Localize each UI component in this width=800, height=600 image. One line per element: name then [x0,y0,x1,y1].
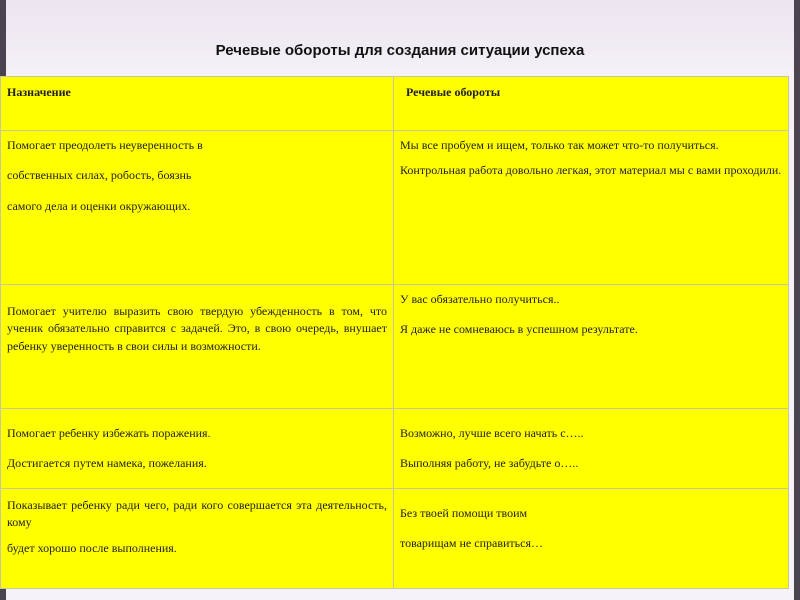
purpose-cell [1,131,394,285]
phrases-cell [394,489,789,589]
phrases-cell [394,409,789,489]
purpose-cell [1,409,394,489]
column-header-phrases: Речевые обороты [394,77,789,131]
phrases-cell [394,285,789,409]
table-header-row [1,77,789,131]
table-row [1,131,789,285]
cell-text: Показывает ребенку ради чего, ради кого совершается эта деятельность, кому [7,498,387,530]
table-row [1,409,789,489]
cell-text: Достигается путем намека, пожелания. [7,456,207,471]
table-row [1,489,789,589]
cell-text: Контрольная работа довольно легкая, этот материал мы с вами проходили. [400,163,782,178]
cell-text: собственных силах, робость, боязнь [7,168,192,183]
phrases-cell [394,131,789,285]
cell-text: Помогает ребенку избежать поражения. [7,426,211,440]
cell-text: Помогает учителю выразить свою твердую убежденность в том, что ученик обязательно справится с задачей. Это, в свою очередь, внушает ребенку уверенность в свои силы и возможности. [7,304,387,353]
cell-text: Возможно, лучше всего начать с….. [400,426,584,440]
purpose-cell [1,489,394,589]
cell-text: Я даже не сомневаюсь в успешном результате. [400,322,638,337]
purpose-cell [1,285,394,409]
cell-text: будет хорошо после выполнения. [7,540,177,555]
column-header-purpose: Назначение [1,77,394,131]
phrases-table [0,76,789,589]
backdrop-right [794,0,800,600]
table-row [1,285,789,409]
slide-title: Речевые обороты для создания ситуации успеха [215,42,585,59]
cell-text: самого дела и оценки окружающих. [7,198,191,213]
cell-text: Помогает преодолеть неуверенность в [7,138,203,152]
cell-text: Мы все пробуем и ищем, только так может что-то получиться. [400,138,719,152]
cell-text: У вас обязательно получиться.. [400,292,560,306]
cell-text: Без твоей помощи твоим [400,506,528,520]
cell-text: товарищам не справиться… [400,536,543,551]
cell-text: Выполняя работу, не забудьте о….. [400,456,579,471]
